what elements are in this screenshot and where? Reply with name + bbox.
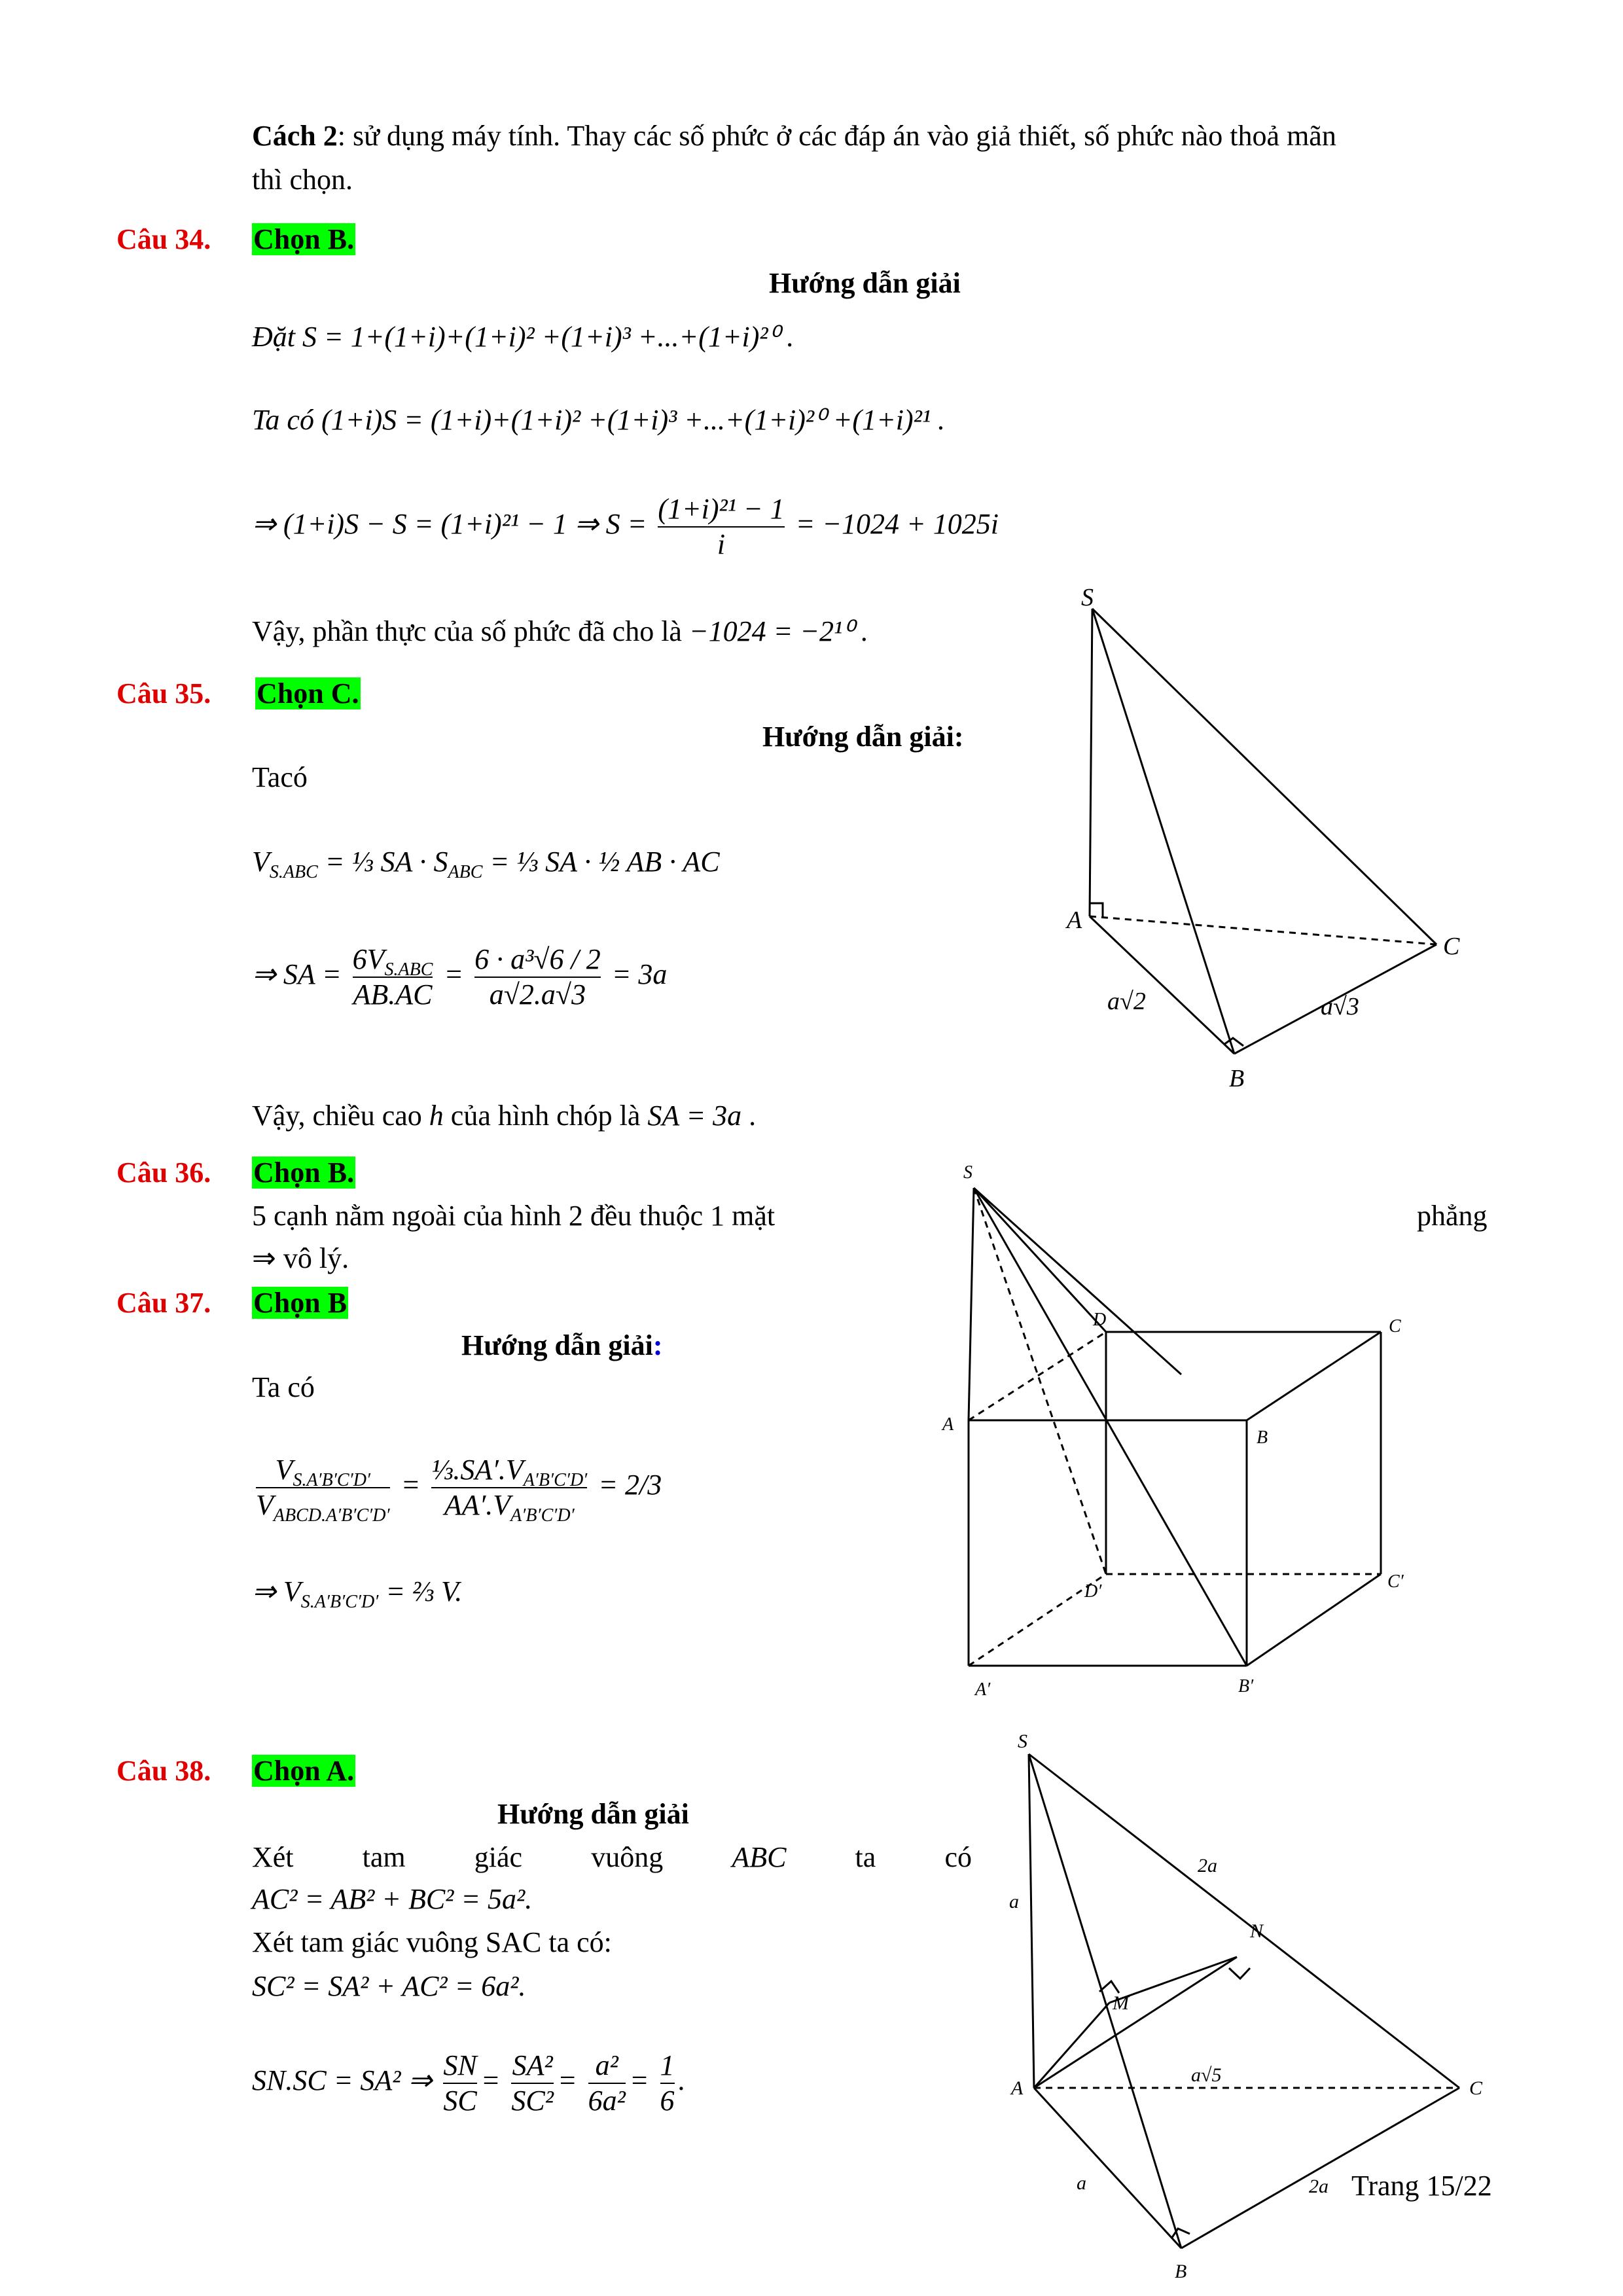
- q34-heading: Hướng dẫn giải: [769, 267, 961, 299]
- q35-heading: Hướng dẫn giải:: [762, 721, 964, 753]
- label-m: M: [1113, 1992, 1129, 2014]
- q36-choice: Chọn B.: [253, 1157, 355, 1189]
- label-ac-length: a√5: [1191, 2064, 1222, 2086]
- page-number: Trang 15/22: [1351, 2170, 1492, 2202]
- label-sa-length: a: [1009, 1891, 1019, 1912]
- q38-number: Câu 38.: [116, 1755, 211, 1787]
- right-angle-b: [1171, 2229, 1190, 2238]
- edge-am: [1034, 2003, 1109, 2088]
- label-s: S: [963, 1162, 972, 1183]
- q37-heading: Hướng dẫn giải:: [461, 1329, 663, 1361]
- q35-line3: ⇒ SA = $\frac{6V_{S.ABC}}{AB.AC}$ = $\frac{\text{6 · a³√6 / 2}}{a√2.a√3}$ = 3a: [252, 943, 668, 1011]
- q34-line2: Ta có (1+i)S = (1+i)+(1+i)² +(1+i)³ +...+(1+i)²⁰ +(1+i)²¹ .: [252, 404, 946, 436]
- q36-line1: 5 cạnh nằm ngoài của hình 2 đều thuộc 1 mặt: [252, 1200, 776, 1232]
- label-d: D: [1093, 1310, 1107, 1330]
- q38-line1: Xét tam giác vuông ABC ta có: [252, 1841, 972, 1873]
- label-sc-length: 2a: [1198, 1855, 1217, 1876]
- label-b: B: [1229, 1065, 1245, 1092]
- q36-number: Câu 36.: [116, 1157, 211, 1189]
- label-c1: C′: [1387, 1571, 1404, 1592]
- label-ab-length: a√2: [1107, 988, 1146, 1015]
- q34-line4: Vậy, phần thực của số phức đã cho là −1024 = −2¹⁰ .: [252, 615, 868, 647]
- q35-choice: Chọn C.: [257, 677, 359, 709]
- q37-line1: Ta có: [252, 1371, 315, 1403]
- label-b: B: [1257, 1427, 1268, 1448]
- q38-line5: SN.SC = SA² ⇒ $\frac{SN}{SC}$ = $\frac{\text{SA²}}{\text{SC²}}$ = $\frac{\text{a²}}{\text{6a²}}$ = $\frac{1}{6}$ .: [252, 2049, 686, 2117]
- edge-sc: [1029, 1754, 1459, 2088]
- q37-number: Câu 37.: [116, 1287, 211, 1319]
- label-c: C: [1469, 2077, 1483, 2099]
- label-b1: B′: [1238, 1676, 1254, 1696]
- cach2-line1: [252, 117, 1336, 156]
- q36-cube-figure: [929, 1152, 1427, 1721]
- q34-line3: ⇒ (1+i)S − S = (1+i)²¹ − 1 ⇒ S = $\frac{\text{(1+i)²¹ − 1}}{i}$ = −1024 + 1025i: [252, 493, 999, 560]
- right-angle-b: [1224, 1038, 1243, 1046]
- label-a: A: [1067, 906, 1082, 934]
- q36-line2: ⇒ vô lý.: [252, 1242, 349, 1274]
- label-c: C: [1389, 1316, 1401, 1336]
- q35-number: Câu 35.: [116, 677, 211, 709]
- q35-line1: Tacó: [252, 761, 308, 793]
- q36-line1-end: phẳng: [1417, 1200, 1488, 1232]
- edge-sb: [1029, 1754, 1181, 2248]
- cach2-line2: thì chọn.: [252, 164, 353, 196]
- q37-line2: $\frac{V_{S.A'B'C'D'}}{V_{ABCD.A'B'C'D'}}$ = $\frac{\frac{1}{3}.SA'.V_{A'B'C'D'}}{AA'.V_{A'B'C'D'}}$ = 2/3: [256, 1454, 662, 1526]
- label-s: S: [1081, 584, 1094, 611]
- q35-line2: $V_{S.ABC}$ = ⅓ SA · $S_{ABC}$ = ⅓ SA · ½ AB · AC: [252, 846, 720, 882]
- label-bc-length: 2a: [1309, 2176, 1329, 2197]
- edge-sc: [1092, 609, 1436, 944]
- q38-line2: AC² = AB² + BC² = 5a².: [252, 1883, 533, 1915]
- q38-line3: Xét tam giác vuông SAC ta có:: [252, 1926, 612, 1958]
- q38-line4: SC² = SA² + AC² = 6a².: [252, 1970, 526, 2002]
- right-angle-a: [1090, 903, 1103, 918]
- cach2-text1: : sử dụng máy tính. Thay các số phức ở các đáp án vào giả thiết, số phức nào thoả mãn: [337, 120, 1336, 152]
- edge-sa: [1029, 1754, 1034, 2088]
- label-b: B: [1175, 2261, 1187, 2281]
- right-angle-n: [1229, 1968, 1250, 1979]
- q38-choice: Chọn A.: [253, 1755, 355, 1787]
- label-ab-length: a: [1077, 2172, 1086, 2194]
- edge-sa: [1090, 609, 1092, 916]
- label-d1: D′: [1084, 1581, 1102, 1602]
- cach2-label: Cách 2: [252, 120, 338, 152]
- edge-ab: [1034, 2088, 1181, 2248]
- q35-pyramid-figure: [1021, 583, 1479, 1100]
- q34-choice: Chọn B.: [253, 223, 355, 255]
- label-a: A: [942, 1414, 954, 1435]
- label-s: S: [1018, 1731, 1027, 1752]
- q35-line4: Vậy, chiều cao h của hình chóp là SA = 3a .: [252, 1100, 757, 1132]
- label-a1: A′: [975, 1679, 991, 1700]
- edge-ac: [1090, 916, 1436, 944]
- q34-line1: Đặt S = 1+(1+i)+(1+i)² +(1+i)³ +...+(1+i)²⁰ .: [252, 321, 794, 353]
- q34-number: Câu 34.: [116, 223, 211, 255]
- label-c: C: [1443, 933, 1460, 960]
- q37-choice: Chọn B: [253, 1287, 348, 1319]
- q37-line3: ⇒ $V_{S.A'B'C'D'}$ = ⅔ V.: [252, 1575, 463, 1612]
- q38-heading: Hướng dẫn giải: [497, 1798, 689, 1830]
- label-n: N: [1250, 1920, 1264, 1942]
- label-bc-length: a√3: [1321, 993, 1359, 1020]
- label-a: A: [1011, 2077, 1024, 2099]
